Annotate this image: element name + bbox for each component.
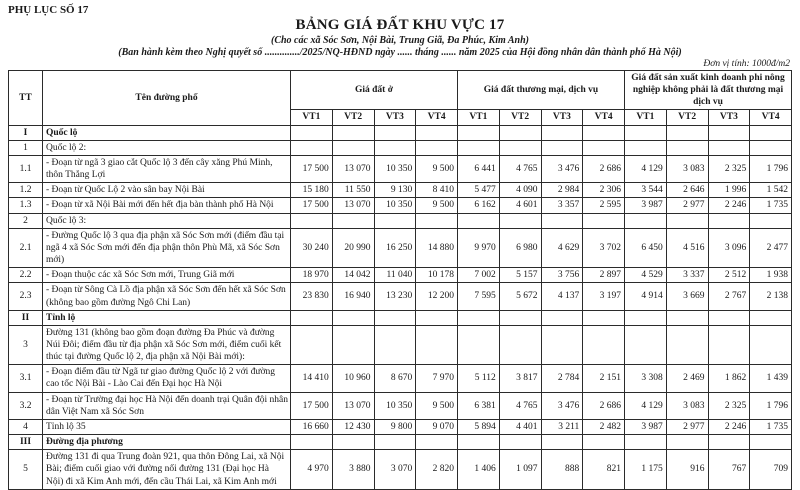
row-number: III bbox=[9, 435, 43, 450]
price-cell: 1 996 bbox=[708, 183, 750, 198]
street-name: Đường địa phương bbox=[43, 435, 291, 450]
price-cell: 20 990 bbox=[332, 228, 374, 267]
price-cell: 9 130 bbox=[374, 183, 416, 198]
street-name: - Đoạn từ ngã 3 giao cắt Quốc lộ 3 đến cây xăng Phú Minh, thôn Thắng Lợi bbox=[43, 155, 291, 182]
price-cell bbox=[625, 435, 667, 450]
header-subcol: VT4 bbox=[416, 110, 458, 125]
price-cell: 2 246 bbox=[708, 419, 750, 434]
price-cell: 2 820 bbox=[416, 450, 458, 489]
price-cell bbox=[708, 435, 750, 450]
price-cell: 2 784 bbox=[541, 365, 583, 392]
price-cell: 16 660 bbox=[291, 419, 333, 434]
price-cell bbox=[416, 213, 458, 228]
price-cell: 3 337 bbox=[666, 268, 708, 283]
street-name: Quốc lộ bbox=[43, 125, 291, 140]
price-cell bbox=[499, 213, 541, 228]
price-cell bbox=[499, 125, 541, 140]
unit-note: Đơn vị tính: 1000đ/m2 bbox=[703, 59, 790, 69]
row-number: II bbox=[9, 310, 43, 325]
price-cell: 2 325 bbox=[708, 392, 750, 419]
price-cell: 3 702 bbox=[583, 228, 625, 267]
header-subcol: VT1 bbox=[458, 110, 500, 125]
price-cell: 916 bbox=[666, 450, 708, 489]
price-cell: 2 984 bbox=[541, 183, 583, 198]
price-cell: 5 112 bbox=[458, 365, 500, 392]
price-cell: 30 240 bbox=[291, 228, 333, 267]
price-cell bbox=[332, 310, 374, 325]
price-cell bbox=[708, 310, 750, 325]
price-cell: 1 439 bbox=[750, 365, 792, 392]
price-cell: 821 bbox=[583, 450, 625, 489]
street-name: Quốc lộ 3: bbox=[43, 213, 291, 228]
price-cell: 888 bbox=[541, 450, 583, 489]
table-row bbox=[9, 140, 792, 155]
street-name: - Đoạn từ Quốc Lộ 2 vào sân bay Nội Bài bbox=[43, 183, 291, 198]
price-cell bbox=[458, 310, 500, 325]
price-cell: 2 512 bbox=[708, 268, 750, 283]
price-cell: 4 529 bbox=[625, 268, 667, 283]
header-subcol: VT1 bbox=[625, 110, 667, 125]
price-cell: 4 914 bbox=[625, 283, 667, 310]
price-cell: 12 430 bbox=[332, 419, 374, 434]
street-name: Tỉnh lộ bbox=[43, 310, 291, 325]
price-cell bbox=[583, 435, 625, 450]
price-cell: 4 765 bbox=[499, 392, 541, 419]
price-cell: 8 410 bbox=[416, 183, 458, 198]
price-cell: 4 090 bbox=[499, 183, 541, 198]
street-name: Đường 131 đi qua Trung đoàn 921, qua thôn Đông Lai, xã Nội Bài; điểm cuối giao với đường nối đường 131 (Đại học Hà Nội) đi xã Kim Anh mới, đến cầu Thái Lai, xã Kim Anh mới bbox=[43, 450, 291, 489]
price-cell bbox=[374, 125, 416, 140]
price-cell bbox=[291, 310, 333, 325]
price-cell bbox=[750, 213, 792, 228]
price-cell bbox=[708, 125, 750, 140]
price-cell: 5 477 bbox=[458, 183, 500, 198]
street-name: - Đoạn từ Sông Cà Lồ địa phận xã Sóc Sơn đến hết xã Sóc Sơn (không bao gồm đường Ngô Chi Lan) bbox=[43, 283, 291, 310]
header-subcol: VT2 bbox=[499, 110, 541, 125]
price-cell: 2 595 bbox=[583, 198, 625, 213]
price-table-body bbox=[9, 125, 792, 489]
price-cell bbox=[499, 140, 541, 155]
price-cell bbox=[750, 325, 792, 364]
price-cell: 2 151 bbox=[583, 365, 625, 392]
price-cell: 1 097 bbox=[499, 450, 541, 489]
price-cell bbox=[541, 213, 583, 228]
price-cell bbox=[291, 125, 333, 140]
price-cell bbox=[416, 140, 458, 155]
header-subcol: VT4 bbox=[583, 110, 625, 125]
price-cell: 3 096 bbox=[708, 228, 750, 267]
price-cell: 2 977 bbox=[666, 419, 708, 434]
price-cell: 2 767 bbox=[708, 283, 750, 310]
price-cell: 3 880 bbox=[332, 450, 374, 489]
row-number: 1.1 bbox=[9, 155, 43, 182]
header-group-2: Giá đất sản xuất kinh doanh phi nông nghiệp không phải là đất thương mại dịch vụ bbox=[625, 71, 792, 110]
table-row bbox=[9, 450, 792, 489]
price-cell bbox=[666, 310, 708, 325]
price-cell: 3 817 bbox=[499, 365, 541, 392]
row-number: 2.1 bbox=[9, 228, 43, 267]
price-cell bbox=[541, 435, 583, 450]
row-number: 3.2 bbox=[9, 392, 43, 419]
price-cell: 13 070 bbox=[332, 392, 374, 419]
price-cell: 709 bbox=[750, 450, 792, 489]
price-cell: 3 544 bbox=[625, 183, 667, 198]
price-cell bbox=[499, 435, 541, 450]
price-cell: 14 880 bbox=[416, 228, 458, 267]
price-cell: 10 350 bbox=[374, 392, 416, 419]
price-cell: 5 894 bbox=[458, 419, 500, 434]
price-cell bbox=[332, 140, 374, 155]
header-subcol: VT1 bbox=[291, 110, 333, 125]
price-cell: 6 441 bbox=[458, 155, 500, 182]
header-subcol: VT3 bbox=[374, 110, 416, 125]
price-cell bbox=[499, 325, 541, 364]
row-number: 2.2 bbox=[9, 268, 43, 283]
price-cell: 3 987 bbox=[625, 419, 667, 434]
row-number: 1.3 bbox=[9, 198, 43, 213]
price-cell bbox=[499, 310, 541, 325]
price-cell bbox=[458, 325, 500, 364]
price-cell: 8 670 bbox=[374, 365, 416, 392]
table-row bbox=[9, 183, 792, 198]
price-cell: 18 970 bbox=[291, 268, 333, 283]
price-cell bbox=[583, 213, 625, 228]
table-row bbox=[9, 213, 792, 228]
street-name: - Đoạn từ xã Nội Bài mới đến hết địa bàn thành phố Hà Nội bbox=[43, 198, 291, 213]
price-cell bbox=[625, 325, 667, 364]
table-row bbox=[9, 325, 792, 364]
price-cell: 15 180 bbox=[291, 183, 333, 198]
price-cell: 4 516 bbox=[666, 228, 708, 267]
header-group-0: Giá đất ở bbox=[291, 71, 458, 110]
price-cell: 1 175 bbox=[625, 450, 667, 489]
price-cell bbox=[625, 125, 667, 140]
price-cell bbox=[750, 435, 792, 450]
price-cell bbox=[666, 213, 708, 228]
price-cell: 14 410 bbox=[291, 365, 333, 392]
price-cell: 3 211 bbox=[541, 419, 583, 434]
street-name: Đường 131 (không bao gồm đoạn đường Đa Phúc và đường Núi Đôi; điểm đầu từ địa phận xã Sóc Sơn mới, điểm cuối kết thúc tại đường Quốc lộ 2, địa phận xã Nội Bài mới): bbox=[43, 325, 291, 364]
price-cell: 3 357 bbox=[541, 198, 583, 213]
price-cell: 3 308 bbox=[625, 365, 667, 392]
price-cell bbox=[332, 125, 374, 140]
price-cell: 1 862 bbox=[708, 365, 750, 392]
price-cell bbox=[583, 325, 625, 364]
street-name: - Đường Quốc lộ 3 qua địa phận xã Sóc Sơn mới (điểm đầu tại ngã 4 xã Sóc Sơn mới đến địa phận thôn Phù Mã, xã Sóc Sơn mới) bbox=[43, 228, 291, 267]
price-cell bbox=[625, 140, 667, 155]
price-cell: 4 765 bbox=[499, 155, 541, 182]
price-cell: 2 977 bbox=[666, 198, 708, 213]
price-cell: 2 686 bbox=[583, 392, 625, 419]
price-cell: 4 129 bbox=[625, 155, 667, 182]
price-cell: 9 500 bbox=[416, 392, 458, 419]
price-cell bbox=[374, 213, 416, 228]
price-cell bbox=[458, 125, 500, 140]
price-cell: 3 476 bbox=[541, 392, 583, 419]
price-cell bbox=[625, 213, 667, 228]
header-subcol: VT2 bbox=[332, 110, 374, 125]
issuance-note: (Ban hành kèm theo Nghị quyết số ............../2025/NQ-HĐND ngày ...... tháng ...... năm 2025 của Hội đồng nhân dân thành phố Hà Nội) bbox=[118, 47, 682, 58]
table-row bbox=[9, 435, 792, 450]
price-cell: 2 138 bbox=[750, 283, 792, 310]
price-cell bbox=[708, 213, 750, 228]
price-cell: 13 070 bbox=[332, 198, 374, 213]
price-cell bbox=[332, 325, 374, 364]
row-number: 1.2 bbox=[9, 183, 43, 198]
price-cell: 4 629 bbox=[541, 228, 583, 267]
row-number: 3 bbox=[9, 325, 43, 364]
price-cell: 9 070 bbox=[416, 419, 458, 434]
price-cell: 4 129 bbox=[625, 392, 667, 419]
price-cell: 10 350 bbox=[374, 198, 416, 213]
price-cell: 3 987 bbox=[625, 198, 667, 213]
price-cell: 1 796 bbox=[750, 392, 792, 419]
price-cell: 1 735 bbox=[750, 419, 792, 434]
price-cell bbox=[332, 213, 374, 228]
price-cell: 2 646 bbox=[666, 183, 708, 198]
price-cell: 3 083 bbox=[666, 392, 708, 419]
price-cell bbox=[583, 310, 625, 325]
price-cell: 2 246 bbox=[708, 198, 750, 213]
price-cell bbox=[416, 125, 458, 140]
table-row bbox=[9, 310, 792, 325]
header-group-1: Giá đất thương mại, dịch vụ bbox=[458, 71, 625, 110]
price-cell: 5 672 bbox=[499, 283, 541, 310]
price-cell: 6 381 bbox=[458, 392, 500, 419]
price-cell: 4 601 bbox=[499, 198, 541, 213]
price-cell bbox=[458, 140, 500, 155]
price-cell: 17 500 bbox=[291, 155, 333, 182]
price-cell bbox=[666, 435, 708, 450]
price-cell bbox=[332, 435, 374, 450]
price-cell: 1 735 bbox=[750, 198, 792, 213]
price-cell bbox=[583, 125, 625, 140]
page-subtitle: (Cho các xã Sóc Sơn, Nội Bài, Trung Giã, Đa Phúc, Kim Anh) bbox=[271, 35, 529, 46]
header-subcol: VT4 bbox=[750, 110, 792, 125]
price-cell bbox=[291, 140, 333, 155]
row-number: 2 bbox=[9, 213, 43, 228]
price-cell bbox=[541, 310, 583, 325]
price-cell: 3 756 bbox=[541, 268, 583, 283]
price-cell: 1 406 bbox=[458, 450, 500, 489]
street-name: Tỉnh lộ 35 bbox=[43, 419, 291, 434]
price-cell: 3 197 bbox=[583, 283, 625, 310]
price-cell bbox=[416, 435, 458, 450]
price-cell: 7 595 bbox=[458, 283, 500, 310]
price-cell: 2 897 bbox=[583, 268, 625, 283]
price-cell bbox=[291, 435, 333, 450]
price-cell: 6 162 bbox=[458, 198, 500, 213]
price-cell: 17 500 bbox=[291, 392, 333, 419]
price-cell: 10 350 bbox=[374, 155, 416, 182]
street-name: Quốc lộ 2: bbox=[43, 140, 291, 155]
price-cell bbox=[374, 435, 416, 450]
price-cell: 3 669 bbox=[666, 283, 708, 310]
price-cell bbox=[374, 310, 416, 325]
table-row bbox=[9, 365, 792, 392]
row-number: I bbox=[9, 125, 43, 140]
price-cell bbox=[458, 435, 500, 450]
price-cell bbox=[541, 325, 583, 364]
price-cell bbox=[291, 325, 333, 364]
price-cell: 11 040 bbox=[374, 268, 416, 283]
price-cell: 9 800 bbox=[374, 419, 416, 434]
price-cell: 3 476 bbox=[541, 155, 583, 182]
row-number: 2.3 bbox=[9, 283, 43, 310]
header-tt: TT bbox=[9, 71, 43, 126]
price-cell bbox=[541, 125, 583, 140]
price-cell bbox=[625, 310, 667, 325]
table-row bbox=[9, 198, 792, 213]
price-cell bbox=[374, 325, 416, 364]
price-cell bbox=[416, 325, 458, 364]
header-group-row bbox=[9, 71, 792, 110]
price-cell: 6 450 bbox=[625, 228, 667, 267]
price-cell: 4 401 bbox=[499, 419, 541, 434]
price-cell bbox=[708, 325, 750, 364]
price-cell: 17 500 bbox=[291, 198, 333, 213]
price-cell: 10 178 bbox=[416, 268, 458, 283]
row-number: 3.1 bbox=[9, 365, 43, 392]
price-table bbox=[8, 70, 792, 490]
price-cell: 3 083 bbox=[666, 155, 708, 182]
price-cell: 7 002 bbox=[458, 268, 500, 283]
price-cell bbox=[666, 140, 708, 155]
price-cell: 4 137 bbox=[541, 283, 583, 310]
price-cell: 9 500 bbox=[416, 155, 458, 182]
price-cell: 4 970 bbox=[291, 450, 333, 489]
price-cell: 13 230 bbox=[374, 283, 416, 310]
price-cell: 2 469 bbox=[666, 365, 708, 392]
price-cell bbox=[583, 140, 625, 155]
table-row bbox=[9, 419, 792, 434]
table-row bbox=[9, 268, 792, 283]
table-row bbox=[9, 392, 792, 419]
price-cell: 16 940 bbox=[332, 283, 374, 310]
price-cell bbox=[541, 140, 583, 155]
price-cell: 1 542 bbox=[750, 183, 792, 198]
price-cell: 13 070 bbox=[332, 155, 374, 182]
price-cell bbox=[291, 213, 333, 228]
row-number: 5 bbox=[9, 450, 43, 489]
page-title: BẢNG GIÁ ĐẤT KHU VỰC 17 bbox=[295, 17, 505, 33]
table-row bbox=[9, 283, 792, 310]
price-cell: 1 938 bbox=[750, 268, 792, 283]
price-cell: 23 830 bbox=[291, 283, 333, 310]
price-cell: 2 306 bbox=[583, 183, 625, 198]
price-cell: 6 980 bbox=[499, 228, 541, 267]
price-cell bbox=[750, 125, 792, 140]
price-cell: 767 bbox=[708, 450, 750, 489]
price-cell: 2 686 bbox=[583, 155, 625, 182]
street-name: - Đoạn điểm đầu từ Ngã tư giao đường Quốc lộ 2 với đường cao tốc Nội Bài - Lào Cai đến Đại học Hà Nội bbox=[43, 365, 291, 392]
header-street-name: Tên đường phố bbox=[43, 71, 291, 126]
price-cell: 2 325 bbox=[708, 155, 750, 182]
price-cell bbox=[416, 310, 458, 325]
price-cell: 16 250 bbox=[374, 228, 416, 267]
price-cell: 5 157 bbox=[499, 268, 541, 283]
price-cell bbox=[666, 125, 708, 140]
price-cell bbox=[458, 213, 500, 228]
price-cell: 2 482 bbox=[583, 419, 625, 434]
price-cell: 3 070 bbox=[374, 450, 416, 489]
price-cell: 12 200 bbox=[416, 283, 458, 310]
price-cell bbox=[374, 140, 416, 155]
price-cell bbox=[666, 325, 708, 364]
price-cell: 9 500 bbox=[416, 198, 458, 213]
table-row bbox=[9, 228, 792, 267]
price-cell: 14 042 bbox=[332, 268, 374, 283]
price-cell: 7 970 bbox=[416, 365, 458, 392]
price-cell bbox=[750, 310, 792, 325]
table-row bbox=[9, 155, 792, 182]
street-name: - Đoạn từ Trường đại học Hà Nội đến doanh trại Quân đội nhân dân Việt Nam xã Sóc Sơn bbox=[43, 392, 291, 419]
price-cell: 2 477 bbox=[750, 228, 792, 267]
header-subcol: VT3 bbox=[541, 110, 583, 125]
price-cell: 9 970 bbox=[458, 228, 500, 267]
street-name: - Đoạn thuộc các xã Sóc Sơn mới, Trung Giã mới bbox=[43, 268, 291, 283]
header-subcol: VT2 bbox=[666, 110, 708, 125]
price-cell bbox=[750, 140, 792, 155]
price-cell: 1 796 bbox=[750, 155, 792, 182]
row-number: 1 bbox=[9, 140, 43, 155]
table-row bbox=[9, 125, 792, 140]
price-cell: 11 550 bbox=[332, 183, 374, 198]
header-subcol: VT3 bbox=[708, 110, 750, 125]
row-number: 4 bbox=[9, 419, 43, 434]
price-cell: 10 960 bbox=[332, 365, 374, 392]
price-cell bbox=[708, 140, 750, 155]
table-header bbox=[9, 71, 792, 126]
appendix-label: PHỤ LỤC SỐ 17 bbox=[8, 4, 89, 16]
